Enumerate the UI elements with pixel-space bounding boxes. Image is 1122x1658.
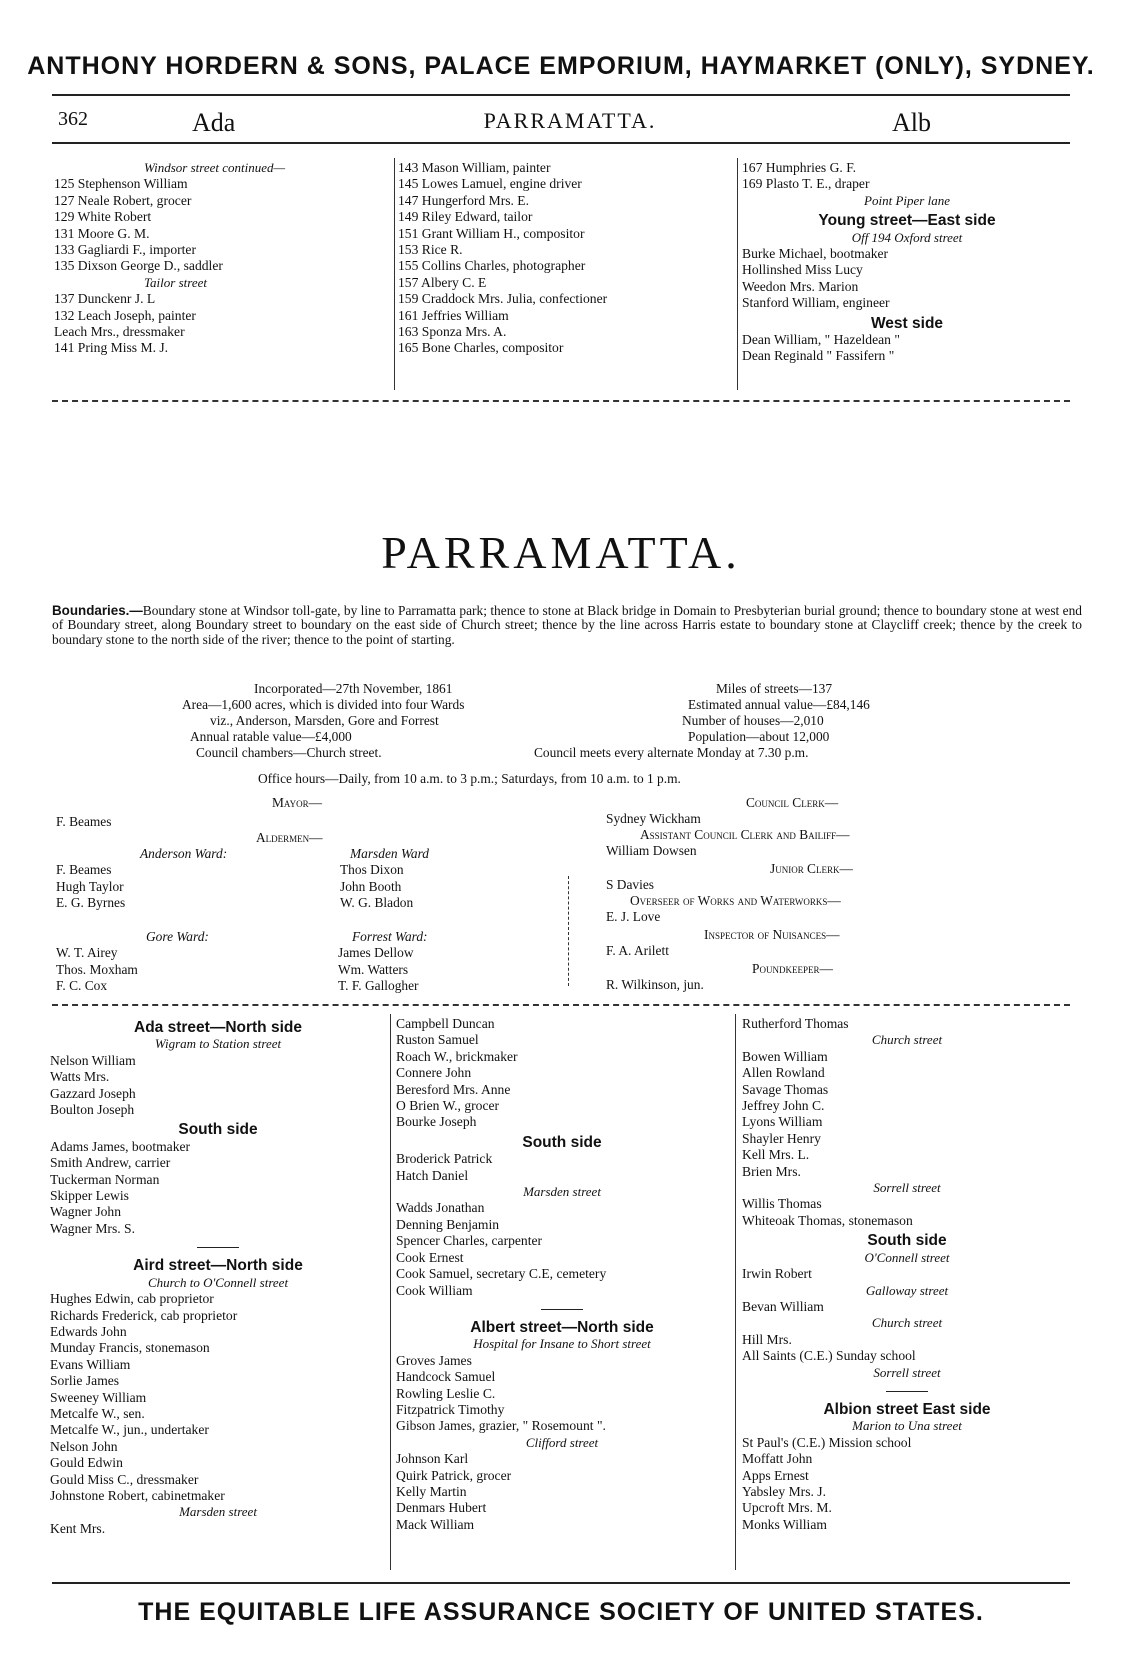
directory-entry: Spencer Charles, carpenter (396, 1233, 543, 1249)
directory-entry: Kell Mrs. L. (742, 1147, 810, 1163)
running-head-left: Ada (192, 108, 236, 137)
directory-entry: Smith Andrew, carrier (50, 1155, 171, 1171)
fact-houses: Number of houses—2,010 (682, 713, 824, 728)
fact-meets: Council meets every alternate Monday at 7.30 p.m. (534, 745, 809, 760)
cross-street-label: Clifford street (525, 1434, 599, 1450)
column-divider (390, 1014, 391, 1570)
directory-entry: 145 Lowes Lamuel, engine driver (398, 176, 582, 192)
directory-entry: Quirk Patrick, grocer (396, 1467, 512, 1483)
directory-entry: Fitzpatrick Timothy (396, 1401, 505, 1417)
directory-entry: Savage Thomas (742, 1081, 829, 1097)
directory-entry: 133 Gagliardi F., importer (54, 242, 196, 258)
fact-wards: viz., Anderson, Marsden, Gore and Forrest (210, 713, 439, 728)
directory-entry: Ruston Samuel (396, 1032, 479, 1048)
directory-entry: Skipper Lewis (50, 1188, 129, 1204)
inspector-name: F. A. Arilett (606, 943, 669, 958)
fact-area: Area—1,600 acres, which is divided into four Wards (182, 697, 465, 712)
section-separator (197, 1247, 239, 1248)
directory-entry: Beresford Mrs. Anne (396, 1081, 511, 1097)
directory-entry: Rowling Leslie C. (396, 1385, 496, 1401)
directory-entry: Bevan William (742, 1298, 824, 1314)
cross-street-label: Point Piper lane (864, 192, 950, 208)
directory-entry: Leach Mrs., dressmaker (54, 324, 185, 340)
directory-entry: Gould Miss C., dressmaker (50, 1471, 199, 1487)
directory-entry: Stanford William, engineer (742, 295, 890, 311)
directory-entry: Handcock Samuel (396, 1369, 496, 1385)
cross-street-label: Marion to Una street (852, 1418, 962, 1434)
cross-street-label: Church street (871, 1032, 943, 1048)
directory-entry: Wadds Jonathan (396, 1200, 485, 1216)
directory-entry: Dean Reginald " Fassifern " (742, 348, 895, 364)
page-number: 362 (58, 108, 88, 130)
directory-entry: 127 Neale Robert, grocer (54, 192, 192, 208)
section-rule (52, 1004, 1070, 1006)
alderman: W. T. Airey (56, 945, 118, 960)
fact-annual-value: Estimated annual value—£84,146 (688, 697, 870, 712)
running-head-rule (52, 142, 1070, 144)
assistant-clerk-label: Assistant Council Clerk and Bailiff— (640, 827, 850, 842)
junior-clerk-label: Junior Clerk— (770, 861, 853, 876)
directory-entry: Roach W., brickmaker (396, 1048, 518, 1064)
fact-chambers: Council chambers—Church street. (196, 745, 382, 760)
alderman: F. C. Cox (56, 978, 108, 993)
mayor-label: Mayor— (272, 795, 322, 810)
directory-entry: Burke Michael, bootmaker (742, 246, 889, 262)
directory-entry: Edwards John (50, 1323, 127, 1339)
directory-entry: Rutherford Thomas (742, 1016, 849, 1031)
alderman: E. G. Byrnes (56, 895, 126, 910)
column-divider (394, 158, 395, 390)
running-head-right: Alb (892, 108, 931, 137)
directory-entry: Metcalfe W., sen. (50, 1405, 145, 1421)
top-column-2 (398, 160, 728, 357)
column-divider (737, 158, 738, 390)
alderman: T. F. Gallogher (338, 978, 419, 993)
directory-entry: Kelly Martin (396, 1483, 467, 1499)
directory-entry: 137 Dunckenr J. L (54, 291, 156, 307)
cross-street-label: Marsden street (523, 1184, 601, 1200)
cross-street-label: Windsor street continued— (144, 160, 286, 175)
mayor-name: F. Beames (56, 814, 112, 829)
directory-entry: Broderick Patrick (396, 1151, 493, 1167)
section-rule (52, 400, 1070, 402)
fact-miles: Miles of streets—137 (716, 681, 833, 696)
street-heading: West side (870, 314, 944, 332)
cross-street-label: Church street (871, 1315, 943, 1331)
header-advert: ANTHONY HORDERN & SONS, PALACE EMPORIUM, HAYMARKET (ONLY), SYDNEY. (27, 52, 1095, 80)
directory-entry: Wagner John (50, 1204, 122, 1220)
directory-entry: 143 Mason William, painter (398, 160, 551, 175)
anderson-ward-list (56, 862, 125, 912)
directory-entry: Whiteoak Thomas, stonemason (742, 1212, 913, 1228)
alderman: John Booth (340, 878, 402, 894)
directory-entry: Wagner Mrs. S. (50, 1220, 135, 1236)
aldermen-label: Aldermen— (256, 830, 323, 845)
directory-entry: Gould Edwin (50, 1455, 123, 1471)
street-heading: South side (178, 1121, 258, 1139)
council-clerk-name: Sydney Wickham (606, 811, 701, 826)
fact-ratable: Annual ratable value—£4,000 (190, 729, 352, 744)
alderman: James Dellow (338, 945, 414, 960)
fact-office-hours: Office hours—Daily, from 10 a.m. to 3 p.m.; Saturdays, from 10 a.m. to 1 p.m. (258, 771, 681, 786)
alderman: Thos Dixon (340, 862, 404, 877)
directory-entry: Bourke Joseph (396, 1114, 477, 1130)
directory-entry: Cook Samuel, secretary C.E, cemetery (396, 1266, 607, 1282)
directory-entry: Lyons William (742, 1114, 823, 1130)
directory-entry: Brien Mrs. (742, 1163, 801, 1179)
directory-entry: Cook Ernest (396, 1249, 464, 1265)
cross-street-label: Tailor street (144, 274, 207, 290)
inspector-label: Inspector of Nuisances— (704, 927, 840, 942)
marsden-ward-list (340, 862, 413, 912)
directory-entry: Jeffrey John C. (742, 1098, 825, 1114)
directory-entry: Richards Frederick, cab proprietor (50, 1307, 238, 1323)
marsden-ward-label: Marsden Ward (350, 846, 429, 861)
directory-entry: Kent Mrs. (50, 1520, 106, 1536)
bottom-column-3 (742, 1016, 1072, 1533)
directory-entry: Connere John (396, 1065, 472, 1081)
directory-entry: Cook William (396, 1282, 473, 1298)
directory-entry: 151 Grant William H., compositor (398, 225, 585, 241)
directory-entry: Gazzard Joseph (50, 1085, 136, 1101)
bottom-column-2 (396, 1016, 728, 1533)
directory-entry: Sorlie James (50, 1373, 120, 1389)
street-heading: Albion street East side (823, 1400, 991, 1418)
column-divider (735, 1014, 736, 1570)
directory-entry: 161 Jeffries William (398, 307, 509, 323)
directory-entry: 163 Sponza Mrs. A. (398, 324, 507, 340)
directory-entry: 147 Hungerford Mrs. E. (398, 192, 530, 208)
forrest-ward-list (338, 945, 419, 995)
council-clerk-label: Council Clerk— (746, 795, 839, 810)
directory-entry: Hughes Edwin, cab proprietor (50, 1291, 214, 1307)
fact-incorporated: Incorporated—27th November, 1861 (254, 681, 453, 696)
cross-street-label: Church to O'Connell street (147, 1274, 289, 1290)
directory-entry: 132 Leach Joseph, painter (54, 307, 196, 323)
boundaries-text: Boundary stone at Windsor toll-gate, by line to Parramatta park; thence to stone at Black bridge in Domain to Presbyterian burial ground; thence to boundary stone at west end of Boundary street, along Boundary street to boundary on the east side of Church street; thence by the line across Harris estate to boundary stone at Claycliff creek; thence by the creek to boundary stone to the north side of the river; thence to the point of starting. (52, 603, 1082, 647)
cross-street-label: Galloway street (865, 1282, 949, 1298)
alderman: Thos. Moxham (56, 961, 138, 977)
directory-entry: Dean William, " Hazeldean " (742, 332, 900, 348)
cross-street-label: Sorrell street (873, 1364, 941, 1380)
directory-entry: Adams James, bootmaker (50, 1138, 191, 1154)
officials-divider (568, 876, 569, 986)
directory-entry: Boulton Joseph (50, 1102, 135, 1118)
directory-entry: 129 White Robert (54, 209, 152, 225)
running-head-center: PARRAMATTA. (483, 108, 657, 133)
directory-entry: Gibson James, grazier, " Rosemount ". (396, 1418, 606, 1434)
overseer-name: E. J. Love (606, 909, 661, 924)
directory-entry: Denning Benjamin (396, 1216, 500, 1232)
directory-entry: Mack William (396, 1516, 475, 1532)
directory-entry: Metcalfe W., jun., undertaker (50, 1422, 209, 1438)
directory-entry: Johnstone Robert, cabinetmaker (50, 1487, 225, 1503)
forrest-ward-label: Forrest Ward: (352, 929, 428, 944)
alderman: W. G. Bladon (340, 895, 414, 910)
directory-entry: Evans William (50, 1356, 131, 1372)
boundaries-lead: Boundaries.— (52, 603, 143, 618)
poundkeeper-label: Poundkeeper— (752, 961, 833, 976)
assistant-clerk-name: William Dowsen (606, 843, 697, 858)
directory-entry: All Saints (C.E.) Sunday school (742, 1348, 916, 1364)
top-column-3 (742, 160, 1072, 365)
directory-entry: 169 Plasto T. E., draper (742, 176, 870, 192)
directory-entry: Nelson William (50, 1052, 136, 1068)
cross-street-label: Hospital for Insane to Short street (473, 1336, 651, 1352)
directory-entry: Moffatt John (742, 1451, 813, 1467)
directory-entry: 157 Albery C. E (398, 274, 487, 290)
directory-entry: 165 Bone Charles, compositor (398, 340, 564, 356)
street-heading: Aird street—North side (133, 1257, 303, 1275)
directory-entry: 149 Riley Edward, tailor (398, 209, 533, 225)
directory-entry: Munday Francis, stonemason (50, 1340, 210, 1356)
top-column-1 (54, 160, 384, 357)
footer-rule (52, 1582, 1070, 1584)
street-heading: South side (867, 1232, 947, 1250)
footer-advert: THE EQUITABLE LIFE ASSURANCE SOCIETY OF UNITED STATES. (138, 1598, 984, 1626)
directory-entry: 135 Dixson George D., saddler (54, 258, 223, 274)
directory-entry: Allen Rowland (742, 1065, 825, 1081)
directory-entry: Apps Ernest (742, 1467, 809, 1483)
directory-entry: 155 Collins Charles, photographer (398, 258, 586, 274)
directory-entry: 125 Stephenson William (54, 176, 188, 192)
cross-street-label: Wigram to Station street (154, 1036, 282, 1052)
alderman: Wm. Watters (338, 961, 409, 977)
directory-entry: 141 Pring Miss M. J. (54, 340, 169, 356)
section-separator (886, 1391, 928, 1392)
directory-entry: Sweeney William (50, 1389, 147, 1405)
directory-entry: Willis Thomas (742, 1196, 822, 1212)
directory-entry: Hollinshed Miss Lucy (742, 262, 863, 278)
directory-entry: Monks William (742, 1516, 827, 1532)
street-heading: Young street—East side (818, 212, 996, 230)
alderman: Hugh Taylor (56, 878, 124, 894)
gore-ward-list (56, 945, 138, 995)
boundaries-paragraph (52, 604, 1082, 647)
gore-ward-label: Gore Ward: (146, 929, 209, 944)
directory-entry: 159 Craddock Mrs. Julia, confectioner (398, 291, 608, 307)
directory-entry: Nelson John (50, 1438, 118, 1454)
street-heading: Ada street—North side (134, 1019, 302, 1036)
directory-entry: Hill Mrs. (742, 1331, 792, 1347)
poundkeeper-name: R. Wilkinson, jun. (606, 977, 704, 992)
street-heading: Albert street—North side (470, 1318, 654, 1336)
directory-entry: Irwin Robert (742, 1266, 812, 1282)
alderman: F. Beames (56, 862, 112, 877)
directory-entry: Groves James (396, 1352, 472, 1368)
directory-entry: 167 Humphries G. F. (742, 160, 857, 175)
anderson-ward-label: Anderson Ward: (140, 846, 228, 861)
directory-entry: Yabsley Mrs. J. (742, 1483, 826, 1499)
directory-entry: Tuckerman Norman (50, 1171, 160, 1187)
directory-entry: Denmars Hubert (396, 1500, 487, 1516)
cross-street-label: O'Connell street (864, 1249, 950, 1265)
directory-entry: 131 Moore G. M. (54, 225, 150, 241)
directory-entry: Watts Mrs. (50, 1069, 110, 1085)
cross-street-label: Marsden street (179, 1504, 257, 1520)
fact-population: Population—about 12,000 (688, 729, 830, 744)
section-separator (541, 1309, 583, 1310)
directory-entry: Johnson Karl (396, 1451, 469, 1467)
directory-entry: Shayler Henry (742, 1130, 821, 1146)
directory-entry: Hatch Daniel (396, 1167, 469, 1183)
street-heading: South side (522, 1133, 602, 1151)
cross-street-label: Off 194 Oxford street (851, 229, 963, 245)
directory-entry: Bowen William (742, 1048, 828, 1064)
bottom-column-1 (50, 1016, 386, 1537)
directory-entry: Campbell Duncan (396, 1016, 495, 1031)
header-rule (52, 94, 1070, 96)
overseer-label: Overseer of Works and Waterworks— (630, 893, 841, 908)
directory-entry: St Paul's (C.E.) Mission school (742, 1434, 912, 1450)
directory-entry: 153 Rice R. (398, 242, 463, 258)
junior-clerk-name: S Davies (606, 877, 654, 892)
directory-entry: O Brien W., grocer (396, 1098, 500, 1114)
cross-street-label: Sorrell street (873, 1180, 941, 1196)
directory-entry: Upcroft Mrs. M. (742, 1500, 832, 1516)
page-title: PARRAMATTA. (381, 527, 741, 578)
directory-entry: Weedon Mrs. Marion (742, 278, 859, 294)
